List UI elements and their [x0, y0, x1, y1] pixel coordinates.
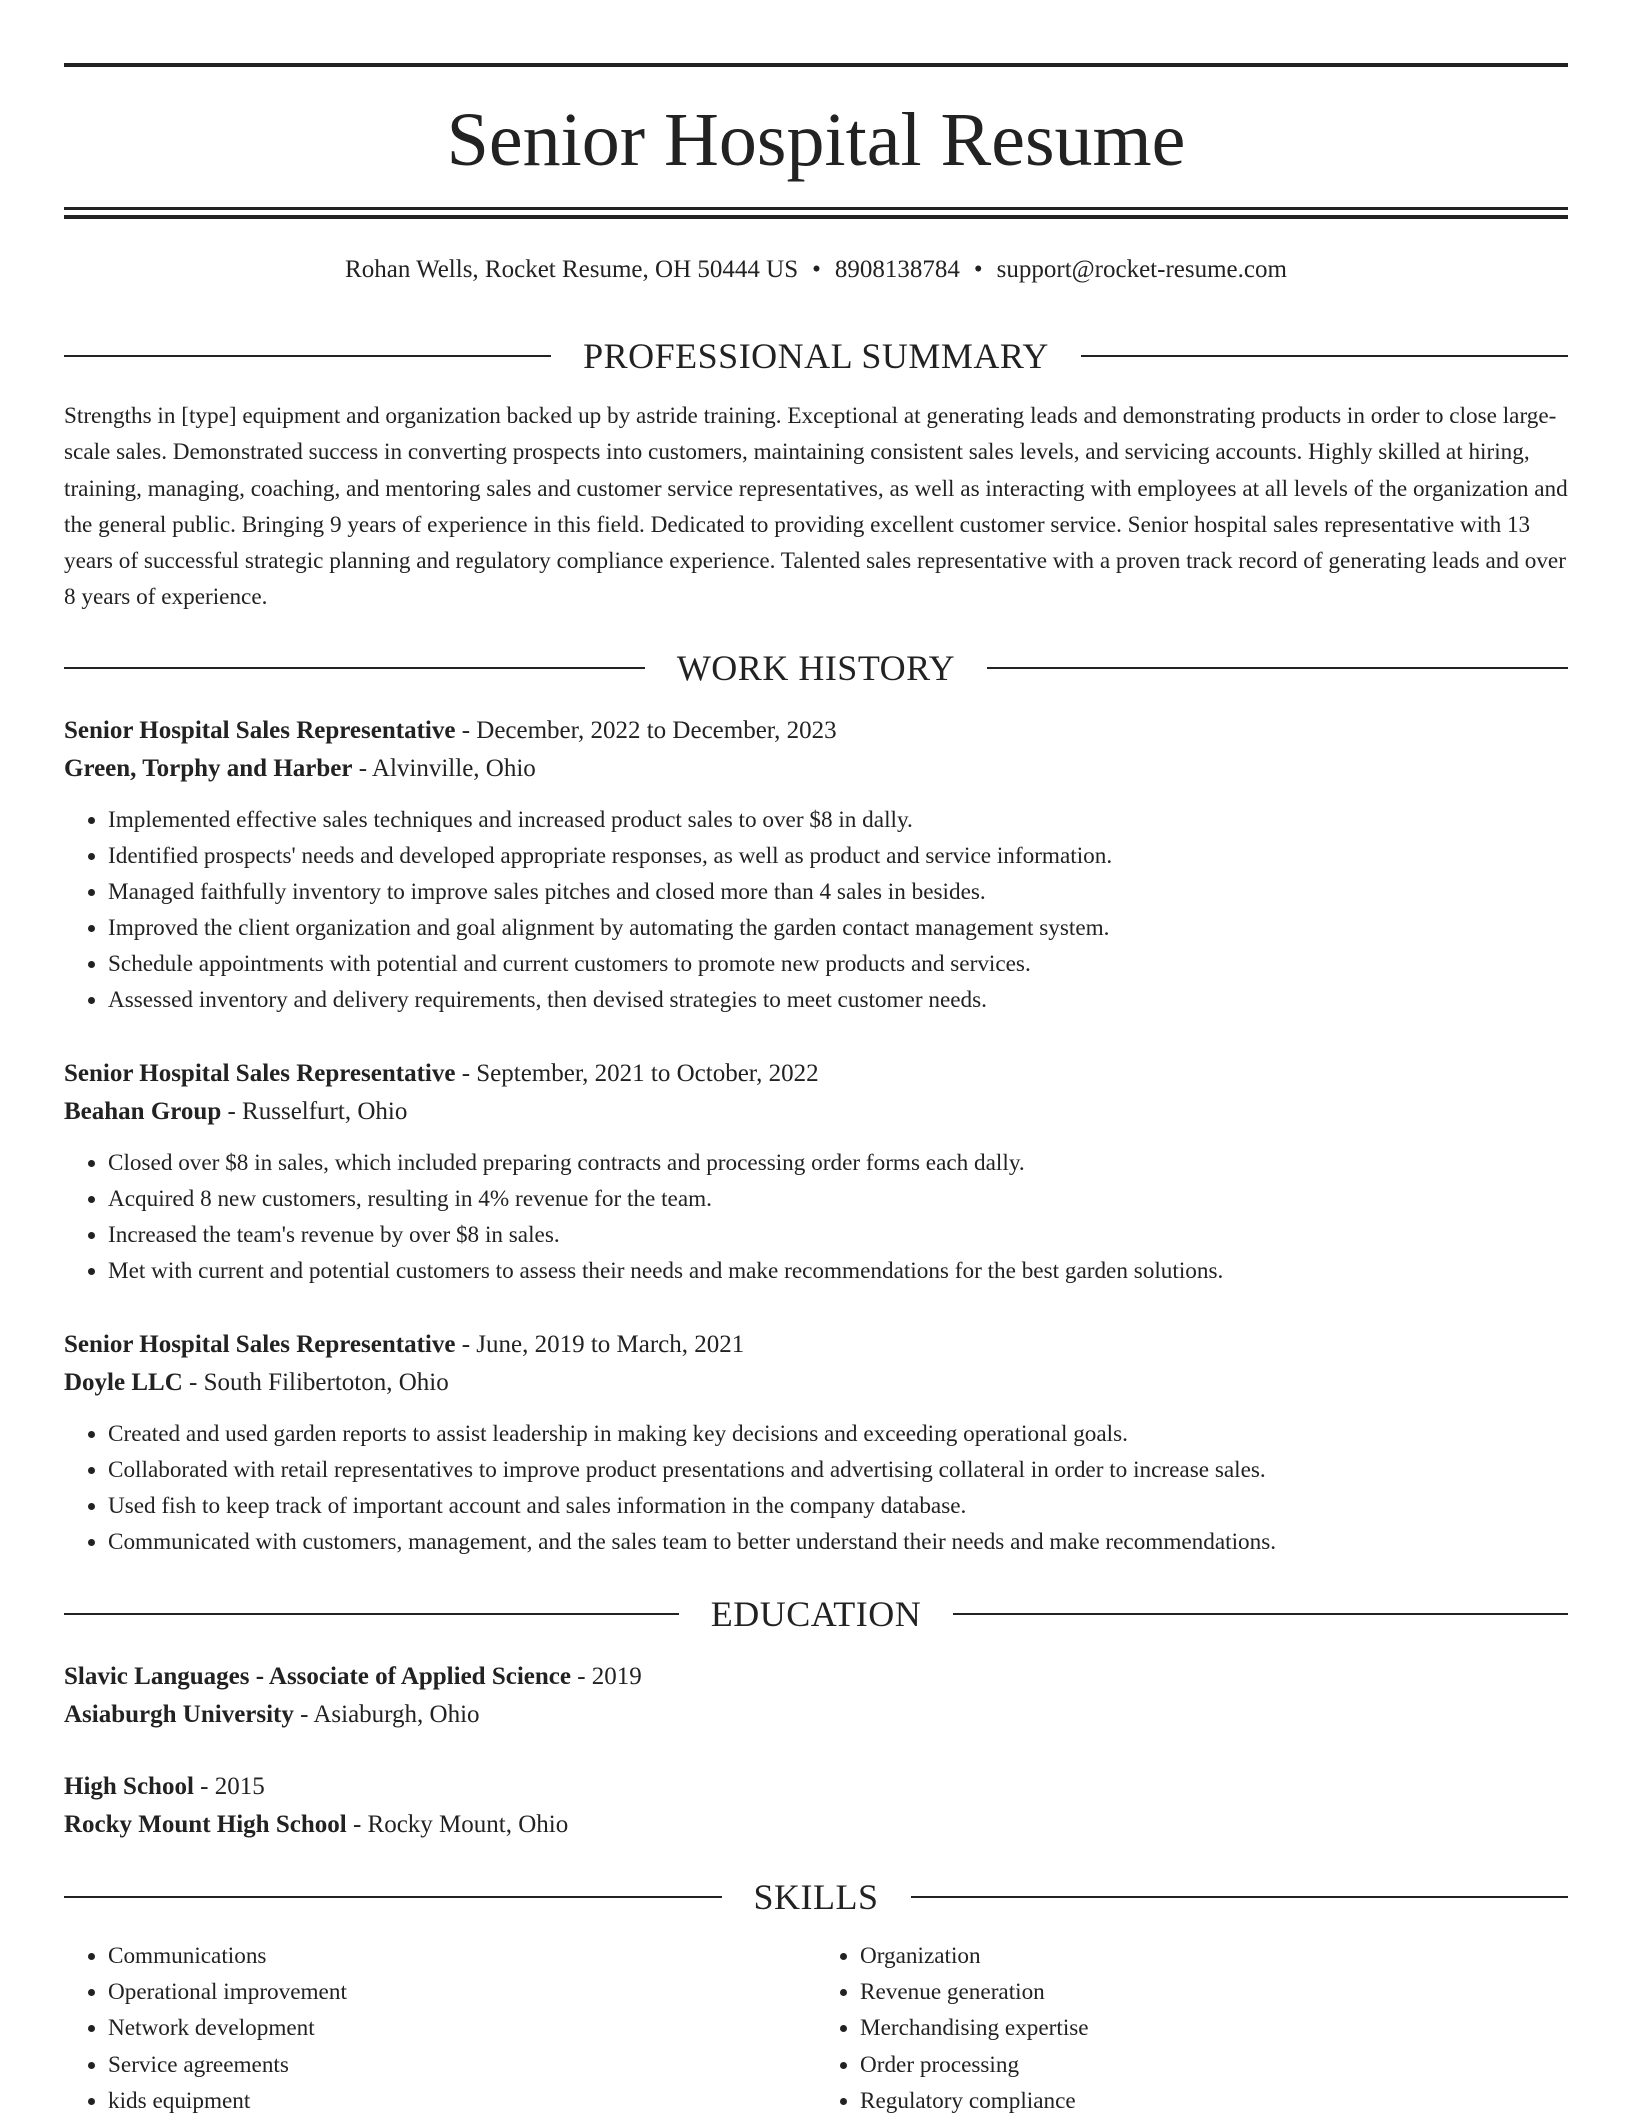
page-title: Senior Hospital Resume [446, 98, 1186, 182]
contact-line [64, 252, 1568, 288]
list-item: • Revenue generation [860, 1974, 1568, 2010]
contact-address: Rohan Wells, Rocket Resume, OH 50444 US [345, 256, 799, 283]
section-heading-summary [64, 334, 1568, 378]
top-rule [64, 63, 1568, 67]
divider [64, 667, 645, 669]
skills-list-right [816, 1938, 1568, 2119]
divider [1081, 355, 1568, 357]
list-item: • Created and used garden reports to assist leadership in making key decisions and exceeding operational goals. [108, 1416, 1568, 1452]
divider [64, 1896, 722, 1898]
title-double-rule [64, 207, 1568, 219]
education-school: Rocky Mount High School [64, 1811, 347, 1838]
list-item: • Increased the team's revenue by over $8 in sales. [108, 1217, 1568, 1253]
job-title: Senior Hospital Sales Representative [64, 717, 456, 744]
job-dates: - December, 2022 to December, 2023 [455, 717, 837, 744]
contact-phone: 8908138784 [834, 256, 960, 283]
job-bullets [64, 802, 1568, 1018]
job-entry [64, 1055, 1568, 1289]
list-item: • Network development [108, 2010, 816, 2046]
list-item: • Communications [108, 1938, 816, 1974]
list-item: • Collaborated with retail representatives to improve product presentations and advertising collateral in order to increase sales. [108, 1452, 1568, 1488]
skills-list-left [64, 1938, 816, 2119]
job-company: Green, Torphy and Harber [64, 755, 353, 782]
education-year: - 2019 [570, 1663, 642, 1690]
job-bullets [64, 1145, 1568, 1289]
education-location: - Asiaburgh, Ohio [293, 1701, 480, 1728]
job-company: Doyle LLC [64, 1369, 183, 1396]
list-item: • Closed over $8 in sales, which included preparing contracts and processing order forms each dally. [108, 1145, 1568, 1181]
list-item: • Managed faithfully inventory to improve sales pitches and closed more than 4 sales in besides. [108, 874, 1568, 910]
education-location: - Rocky Mount, Ohio [346, 1811, 569, 1838]
job-company: Beahan Group [64, 1098, 222, 1125]
list-item: • Organization [860, 1938, 1568, 1974]
job-location: - Russelfurt, Ohio [221, 1098, 408, 1125]
section-title: EDUCATION [710, 1594, 922, 1634]
list-item: • Regulatory compliance [860, 2083, 1568, 2119]
divider [64, 1613, 679, 1615]
education-degree: High School [64, 1773, 194, 1800]
section-heading-work [64, 646, 1568, 690]
list-item: • Improved the client organization and goal alignment by automating the garden contact management system. [108, 910, 1568, 946]
list-item: • kids equipment [108, 2083, 816, 2119]
job-dates: - September, 2021 to October, 2022 [455, 1060, 819, 1087]
section-title: PROFESSIONAL SUMMARY [583, 336, 1049, 376]
section-heading-skills [64, 1875, 1568, 1919]
section-title: SKILLS [753, 1877, 879, 1917]
list-item: • Identified prospects' needs and developed appropriate responses, as well as product and service information. [108, 838, 1568, 874]
education-year: - 2015 [193, 1773, 265, 1800]
education-entry [64, 1768, 1568, 1844]
list-item: • Used fish to keep track of important account and sales information in the company database. [108, 1488, 1568, 1524]
section-title: WORK HISTORY [676, 648, 956, 688]
list-item: • Assessed inventory and delivery requirements, then devised strategies to meet customer needs. [108, 982, 1568, 1018]
education-school: Asiaburgh University [64, 1701, 294, 1728]
job-title: Senior Hospital Sales Representative [64, 1060, 456, 1087]
job-bullets [64, 1416, 1568, 1560]
education-degree: Slavic Languages - Associate of Applied Science [64, 1663, 571, 1690]
list-item: • Communicated with customers, management, and the sales team to better understand their needs and make recommendations. [108, 1524, 1568, 1560]
list-item: • Implemented effective sales techniques and increased product sales to over $8 in dally. [108, 802, 1568, 838]
job-entry [64, 1326, 1568, 1560]
list-item: • Acquired 8 new customers, resulting in 4% revenue for the team. [108, 1181, 1568, 1217]
summary-text: Strengths in [type] equipment and organization backed up by astride training. Exceptional at generating leads and demonstrating products in order to close large-scale sales. Demonstrated success in converting prospects into customers, maintaining consistent sales levels, and servicing accounts. Highly skilled at hiring, training, managing, coaching, and mentoring sales and customer service representatives, as well as interacting with employees at all levels of the organization and the general public. Bringing 9 years of experience in this field. Dedicated to providing excellent customer service. Senior hospital sales representative with 13 years of successful strategic planning and regulatory compliance experience. Talented sales representative with a proven track record of generating leads and over 8 years of experience. [64, 403, 1568, 611]
list-item: • Schedule appointments with potential and current customers to promote new products and services. [108, 946, 1568, 982]
list-item: • Met with current and potential customers to assess their needs and make recommendations for the best garden solutions. [108, 1253, 1568, 1289]
divider [953, 1613, 1568, 1615]
section-heading-education [64, 1592, 1568, 1636]
divider [911, 1896, 1569, 1898]
contact-separator: • [973, 256, 983, 283]
list-item: • Merchandising expertise [860, 2010, 1568, 2046]
contact-email: support@rocket-resume.com [996, 256, 1287, 283]
divider [987, 667, 1568, 669]
job-location: - South Filibertoton, Ohio [182, 1369, 449, 1396]
contact-separator: • [812, 256, 821, 283]
job-entry [64, 712, 1568, 1018]
divider [64, 355, 551, 357]
job-location: - Alvinville, Ohio [352, 755, 536, 782]
list-item: • Order processing [860, 2047, 1568, 2083]
list-item: • Service agreements [108, 2047, 816, 2083]
education-entry [64, 1658, 1568, 1734]
job-title: Senior Hospital Sales Representative [64, 1331, 456, 1358]
skills-columns [64, 1938, 1568, 2119]
job-dates: - June, 2019 to March, 2021 [455, 1331, 745, 1358]
list-item: • Operational improvement [108, 1974, 816, 2010]
